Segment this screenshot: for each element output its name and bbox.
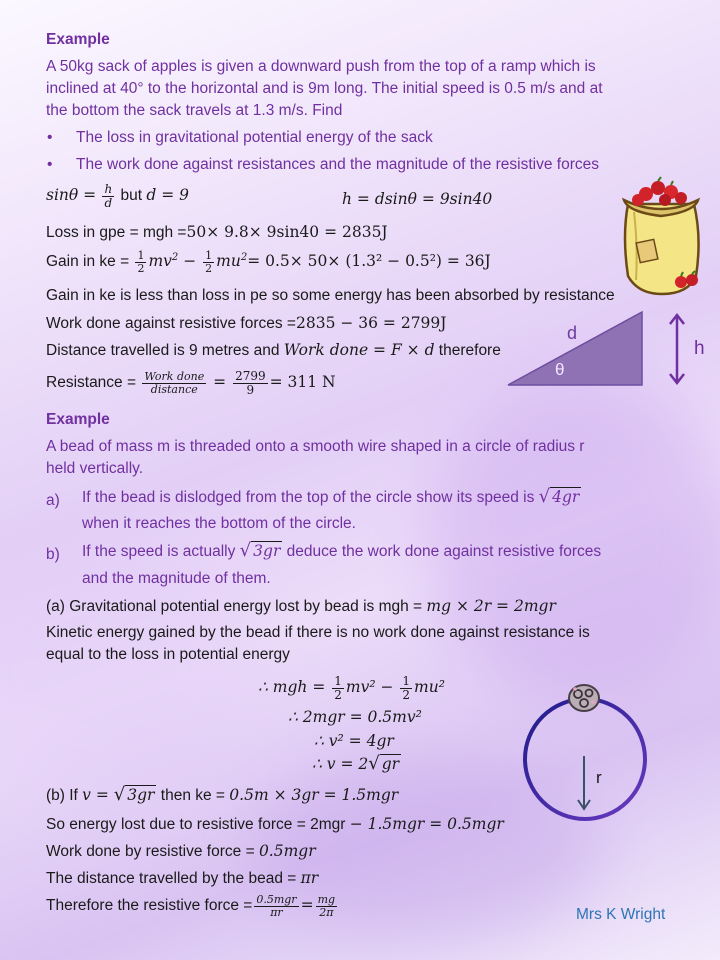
ke-line <box>46 250 491 274</box>
work-done-line: Work done by resistive force = 0.5mgr <box>46 842 316 860</box>
force-fraction-1: $\frac{\text{0.5mgr}}{\pi r}$ <box>256 893 297 919</box>
res-label: Resistance = <box>46 374 141 392</box>
sol-a-expr: mg × 2r = 2mgr <box>426 597 556 615</box>
bullet-item: • The loss in gravitational potential energy of the sack <box>76 129 433 147</box>
sin-equation <box>46 183 189 209</box>
problem-line: held vertically. <box>46 460 144 477</box>
h-equation: h = dsinθ = 9sin40 <box>342 190 493 208</box>
problem-line: the bottom the sack travels at 1.3 m/s. Find <box>46 102 343 119</box>
part-b-tail: deduce the work done against resistive forces <box>282 543 602 560</box>
distance-line <box>46 341 501 360</box>
derivation-line-1: ∴ mgh = $\frac{1}{2}$ mv² − $\frac{1}{2}$ mu² <box>258 674 445 702</box>
mv2: $mv^2$ − <box>148 251 202 271</box>
gpe-label: Loss in gpe = mgh = <box>46 224 187 241</box>
energy-lost-line: So energy lost due to resistive force = 2mgr − 1.5mgr = 0.5mgr <box>46 815 504 833</box>
resistance-line: Resistance = $\frac{\text{Work done}}{\text{distance}}$ = $\frac{2799}{9}$ = 311 N <box>46 369 336 397</box>
example2-heading: Example <box>46 411 110 428</box>
ke-explanation-line: equal to the loss in potential energy <box>46 646 290 663</box>
d-value: d = 9 <box>146 186 189 205</box>
radius-arrow <box>575 754 593 812</box>
height-arrow <box>666 312 688 386</box>
triangle-label-theta: θ <box>555 360 565 379</box>
part-a-line2: when it reaches the bottom of the circle. <box>82 515 356 532</box>
solution-b-line: (b) If v = √ 3gr then ke = 0.5m × 3gr = 1.5mgr <box>46 784 399 805</box>
problem-line: A 50kg sack of apples is given a downward push from the top of a ramp which is <box>46 58 596 75</box>
dist-expr: Work done = F × d <box>283 341 435 359</box>
part-b-text: If the speed is actually <box>82 543 240 560</box>
sol-a-text: (a) Gravitational potential energy lost by bead is mgh = <box>46 598 427 615</box>
circle-label-r: r <box>596 768 602 787</box>
triangle-label-h: h <box>694 338 705 359</box>
derivation-line-3: ∴ v² = 4gr <box>314 732 394 750</box>
sin-lhs: sinθ = <box>46 186 97 205</box>
gpe-line <box>46 223 388 242</box>
part-b-line2: and the magnitude of them. <box>82 570 271 587</box>
resistive-force-line: Therefore the resistive force = $\frac{\text{0.5mgr}}{\pi r}$ = $\frac{mg}{2\pi}$ <box>46 893 336 919</box>
part-a-text: If the bead is dislodged from the top of the circle show its speed is <box>82 489 539 506</box>
work-expr: 2835 − 36 = 2799J <box>295 314 447 332</box>
half-fraction: $\frac{1}{2}$ <box>334 674 342 702</box>
distance-bead-line: The distance travelled by the bead = πr <box>46 869 319 887</box>
bead-image <box>566 683 602 713</box>
dist-text: Distance travelled is 9 metres and <box>46 342 284 359</box>
derivation-line-4: ∴ v = 2√ gr <box>312 753 400 774</box>
workdone-over-distance: $\frac{\text{Work done}}{\text{distance}}$ <box>144 370 205 396</box>
ramp-triangle <box>505 308 645 388</box>
sqrt-4gr: √ 4gr <box>538 486 580 507</box>
dist-tail: therefore <box>434 342 501 359</box>
apple-sack-image <box>618 176 704 298</box>
half-fraction: $\frac{1}{2}$ <box>402 674 411 702</box>
bullet-item: • The work done against resistances and the magnitude of the resistive forces <box>76 156 599 174</box>
part-b-line1 <box>82 540 601 561</box>
sqrt-3gr: √ 3gr <box>239 540 281 561</box>
example1-heading: Example <box>46 31 110 48</box>
part-a-line1 <box>82 486 581 507</box>
h-over-d: $\frac{h}{d}$ <box>104 182 113 210</box>
part-a-label: a) <box>46 492 60 509</box>
sqrt-3gr: √ 3gr <box>113 784 155 805</box>
ke-label: Gain in ke = <box>46 253 134 271</box>
solution-a-line <box>46 597 556 616</box>
half-fraction: $\frac{1}{2}$ <box>137 249 145 275</box>
part-b-label: b) <box>46 546 60 563</box>
2799-over-9: $\frac{2799}{9}$ <box>235 369 266 397</box>
ke-expr: = 0.5× 50× (1.3² − 0.5²) = 36J <box>247 252 491 271</box>
triangle-label-d: d <box>567 323 578 343</box>
problem-line: A bead of mass m is threaded onto a smooth wire shaped in a circle of radius r <box>46 438 585 455</box>
half-fraction: $\frac{1}{2}$ <box>205 249 213 275</box>
gpe-expr: 50× 9.8× 9sin40 = 2835J <box>186 223 388 241</box>
problem-line: inclined at 40° to the horizontal and is 9m long. The initial speed is 0.5 m/s and at <box>46 80 603 97</box>
ke-compare: Gain in ke is less than loss in pe so some energy has been absorbed by resistance <box>46 287 615 304</box>
work-line <box>46 314 447 333</box>
sqrt-gr: √ gr <box>368 753 400 774</box>
res-result: = 311 N <box>269 373 336 392</box>
but-word: but <box>116 187 147 205</box>
author-credit: Mrs K Wright <box>576 906 666 923</box>
derivation-line-2: ∴ 2mgr = 0.5mv² <box>288 708 422 726</box>
ke-explanation-line: Kinetic energy gained by the bead if there is no work done against resistance is <box>46 624 590 641</box>
force-fraction-2: $\frac{mg}{2\pi}$ <box>317 893 336 919</box>
work-label: Work done against resistive forces = <box>46 315 296 332</box>
mu2: $mu^2$ <box>216 251 248 271</box>
